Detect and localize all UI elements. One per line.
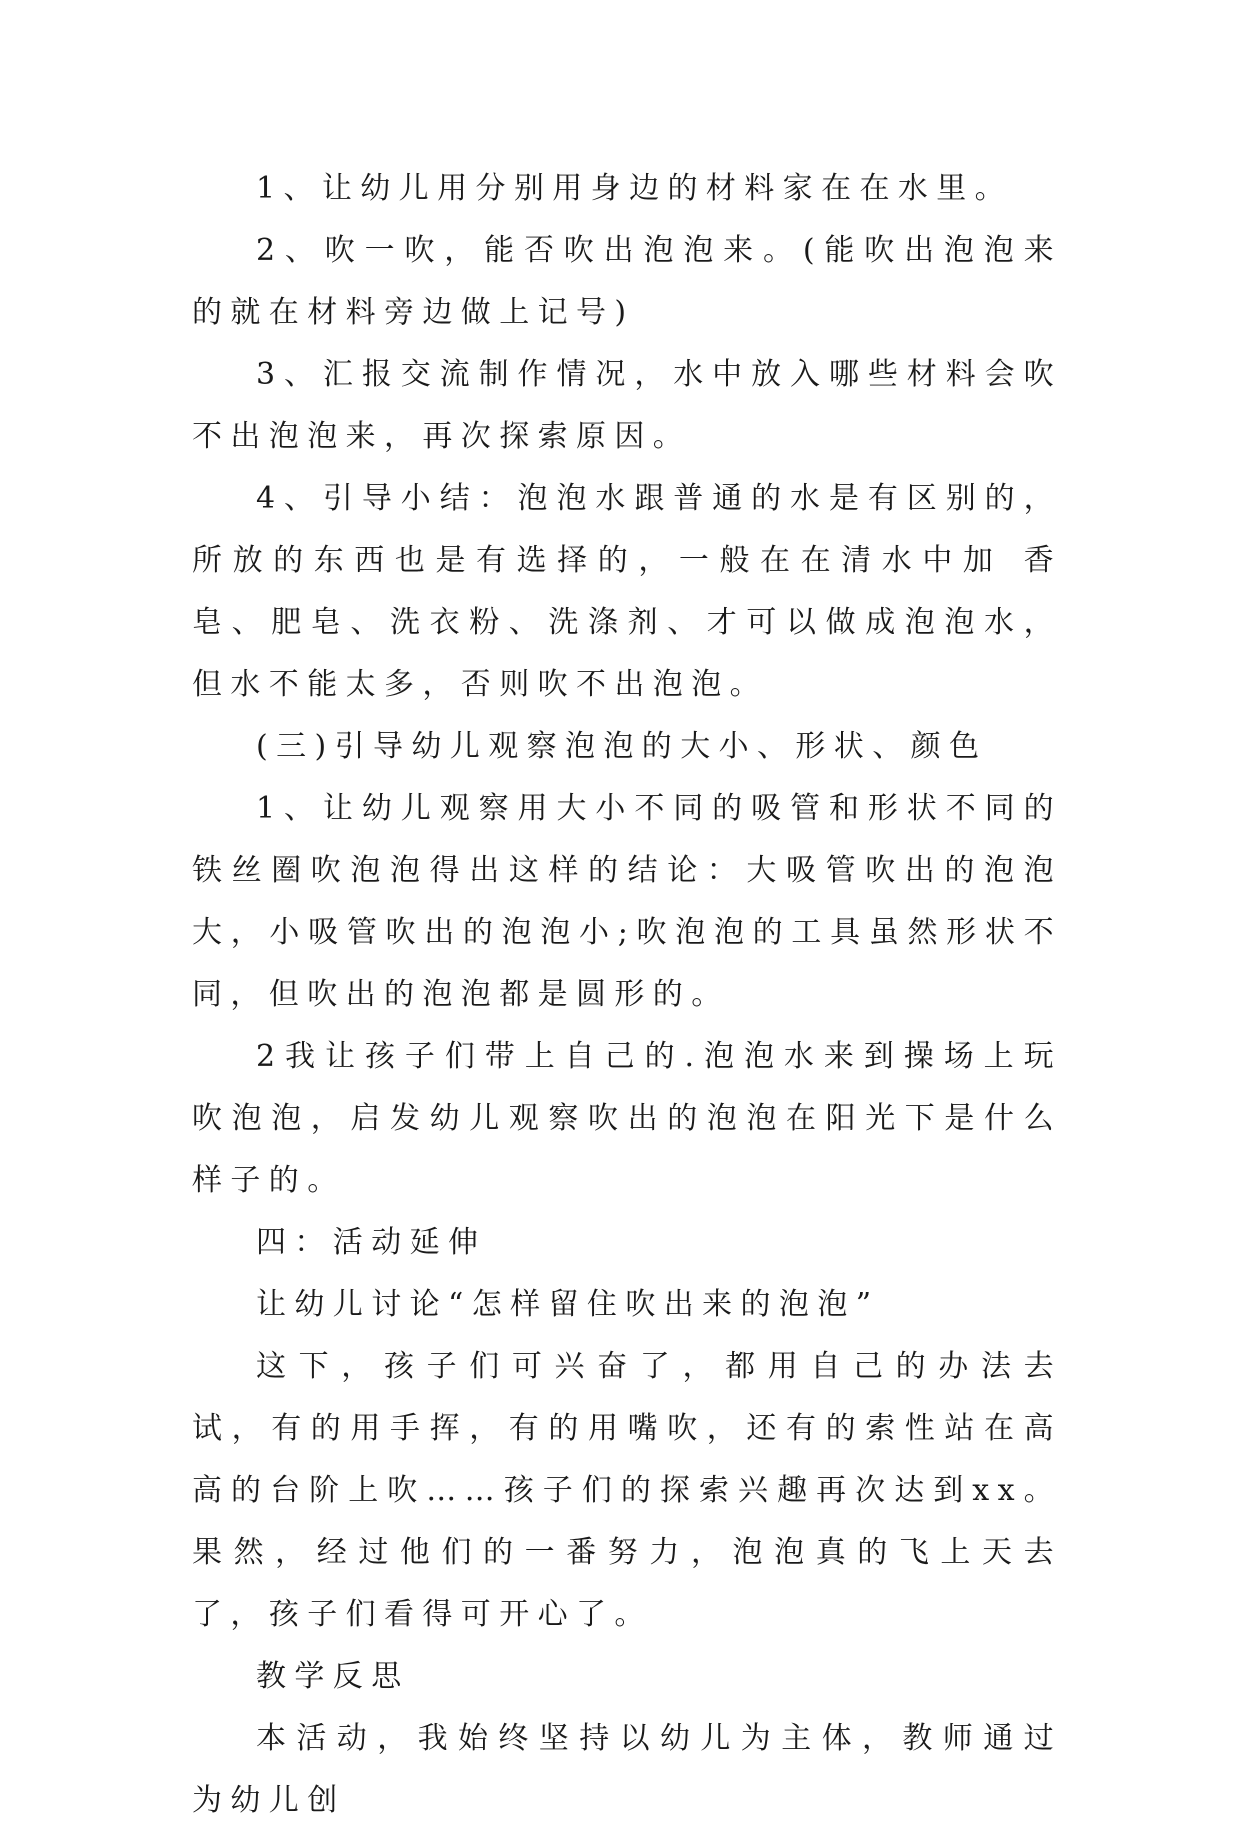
paragraph-discussion: 让幼儿讨论“怎样留住吹出来的泡泡” [256,1287,880,1322]
paragraph-step-2: 2、吹一吹，能否吹出泡泡来。(能吹出泡泡来的就在材料旁边做上记号) [192,233,1062,330]
paragraph-step-4: 4、引导小结：泡泡水跟普通的水是有区别的，所放的东西也是有选择的，一般在在清水中加 香皂、肥皂、洗衣粉、洗涤剂、才可以做成泡泡水，但水不能太多，否则吹不出泡泡。 [192,481,1062,702]
section-heading-observe: (三)引导幼儿观察泡泡的大小、形状、颜色 [256,729,988,764]
paragraph-observe-1: 1、让幼儿观察用大小不同的吸管和形状不同的铁丝圈吹泡泡得出这样的结论：大吸管吹出的泡泡大，小吸管吹出的泡泡小;吹泡泡的工具虽然形状不同，但吹出的泡泡都是圆形的。 [192,791,1062,1012]
paragraph-children-try: 这下，孩子们可兴奋了，都用自己的办法去试，有的用手挥，有的用嘴吹，还有的索性站在高高的台阶上吹……孩子们的探索兴趣再次达到xx。果然，经过他们的一番努力，泡泡真的飞上天去了，孩子们看得可开心了。 [192,1349,1062,1632]
paragraph-observe-2: 2我让孩子们带上自己的.泡泡水来到操场上玩吹泡泡，启发幼儿观察吹出的泡泡在阳光下是什么样子的。 [192,1039,1062,1198]
paragraph-step-1: 1、让幼儿用分别用身边的材料家在在水里。 [256,171,1014,206]
section-heading-extension: 四：活动延伸 [256,1225,487,1260]
section-heading-reflection: 教学反思 [256,1659,410,1694]
paragraph-reflection: 本活动，我始终坚持以幼儿为主体，教师通过为幼儿创 [192,1721,1062,1818]
paragraph-step-3: 3、汇报交流制作情况，水中放入哪些材料会吹不出泡泡来，再次探索原因。 [192,357,1062,454]
document-body [192,158,1062,1832]
